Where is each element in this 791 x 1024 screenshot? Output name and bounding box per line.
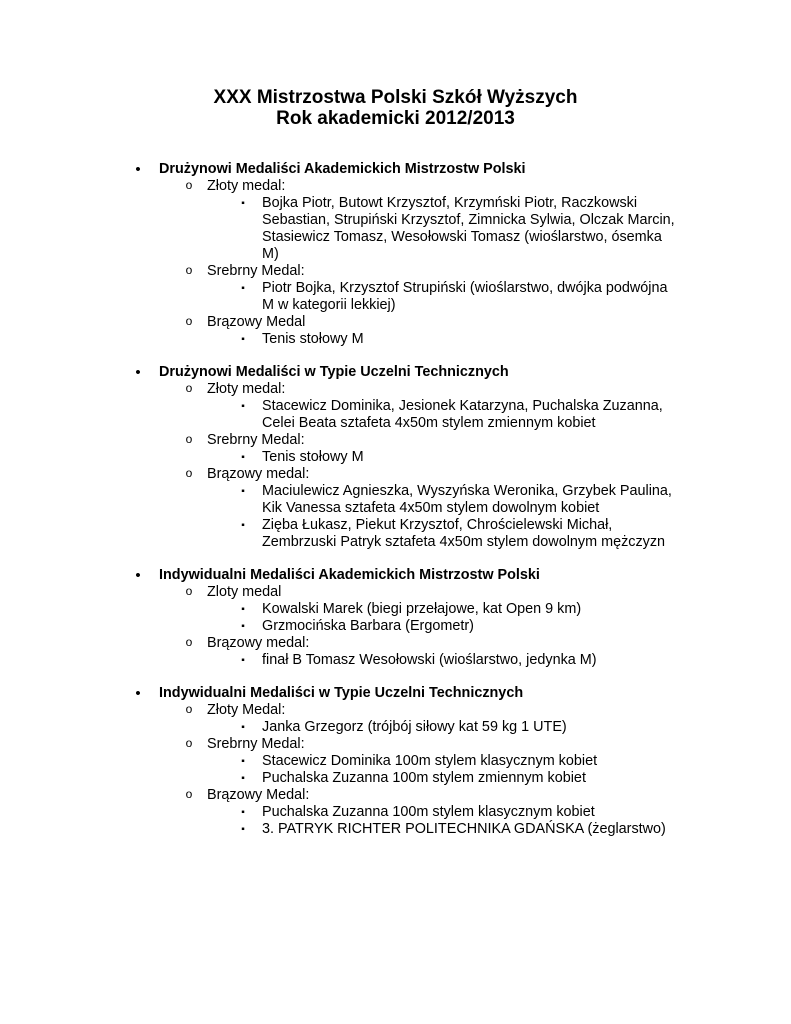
list-item [0,398,791,432]
bullet-square-icon: ▪ [241,452,245,463]
medal-category [0,466,791,483]
section-heading [0,364,791,381]
medalists-list [0,161,791,854]
medal-label: Złoty medal: [207,178,286,194]
list-item [0,753,791,770]
medal-entries [0,449,791,466]
medal-label: Złoty medal: [207,381,286,397]
medal-entries [0,753,791,787]
bullet-circle-icon: o [185,314,193,328]
entry-text: Kowalski Marek (biegi przełajowe, kat Open 9 km) [262,601,582,617]
entry-text: Puchalska Zuzanna 100m stylem zmiennym kobiet [262,770,586,786]
entry-text: Stacewicz Dominika 100m stylem klasycznym kobiet [262,753,598,769]
list-item [0,601,791,618]
bullet-disc-icon: • [135,161,141,178]
entry-text: Janka Grzegorz (trójbój siłowy kat 59 kg 1 UTE) [262,719,567,735]
bullet-square-icon: ▪ [241,773,245,784]
bullet-square-icon: ▪ [241,807,245,818]
section [0,161,791,348]
list-item [0,280,791,314]
bullet-circle-icon: o [185,381,193,395]
section-heading-text: Drużynowi Medaliści w Typie Uczelni Technicznych [159,364,509,380]
medal-category [0,432,791,449]
bullet-square-icon: ▪ [241,283,245,294]
medal-entries [0,483,791,551]
list-item [0,483,791,517]
bullet-circle-icon: o [185,178,193,192]
medal-category [0,314,791,331]
list-item [0,195,791,263]
medal-label: Srebrny Medal: [207,432,305,448]
medal-entries [0,280,791,314]
list-item [0,618,791,635]
list-item [0,770,791,787]
document-subtitle: Rok akademicki 2012/2013 [276,108,515,129]
entry-text: Piotr Bojka, Krzysztof Strupiński (wioślarstwo, dwójka podwójna M w kategorii lekkiej) [262,280,668,313]
bullet-circle-icon: o [185,432,193,446]
list-item [0,652,791,669]
bullet-circle-icon: o [185,584,193,598]
section-heading-text: Drużynowi Medaliści Akademickich Mistrzostw Polski [159,161,526,177]
bullet-square-icon: ▪ [241,401,245,412]
list-item [0,331,791,348]
bullet-square-icon: ▪ [241,334,245,345]
medal-entries [0,601,791,635]
list-item [0,821,791,838]
entry-text: Tenis stołowy M [262,331,364,347]
medal-label: Srebrny Medal: [207,263,305,279]
section-heading [0,161,791,178]
medal-category [0,584,791,601]
bullet-square-icon: ▪ [241,604,245,615]
entry-text: finał B Tomasz Wesołowski (wioślarstwo, jedynka M) [262,652,597,668]
entry-text: Puchalska Zuzanna 100m stylem klasycznym kobiet [262,804,595,820]
medal-label: Zloty medal [207,584,282,600]
entry-text: Stacewicz Dominika, Jesionek Katarzyna, Puchalska Zuzanna, Celei Beata sztafeta 4x50m stylem zmiennym kobiet [262,398,663,431]
bullet-circle-icon: o [185,466,193,480]
list-item [0,449,791,466]
bullet-square-icon: ▪ [241,486,245,497]
bullet-circle-icon: o [185,736,193,750]
section-heading [0,685,791,702]
medal-category [0,787,791,804]
section [0,364,791,551]
section-heading-text: Indywidualni Medaliści Akademickich Mistrzostw Polski [159,567,540,583]
medal-label: Srebrny Medal: [207,736,305,752]
bullet-disc-icon: • [135,685,141,702]
medal-label: Brązowy medal: [207,635,310,651]
bullet-circle-icon: o [185,787,193,801]
section-heading-text: Indywidualni Medaliści w Typie Uczelni Technicznych [159,685,524,701]
medal-label: Brązowy medal: [207,466,310,482]
medal-category [0,702,791,719]
bullet-circle-icon: o [185,635,193,649]
entry-text: Zięba Łukasz, Piekut Krzysztof, Chrościelewski Michał, Zembrzuski Patryk sztafeta 4x50m stylem dowolnym mężczyzn [262,517,666,550]
medal-entries [0,398,791,432]
medal-entries [0,804,791,838]
entry-text: Bojka Piotr, Butowt Krzysztof, Krzymński Piotr, Raczkowski Sebastian, Strupiński Krzysztof, Zimnicka Sylwia, Olczak Marcin, Stasiewicz Tomasz, Wesołowski Tomasz (wioślarstwo, ósemka M) [262,195,675,262]
bullet-disc-icon: • [135,567,141,584]
medal-category [0,263,791,280]
bullet-disc-icon: • [135,364,141,381]
bullet-circle-icon: o [185,702,193,716]
medal-category [0,635,791,652]
bullet-circle-icon: o [185,263,193,277]
bullet-square-icon: ▪ [241,520,245,531]
bullet-square-icon: ▪ [241,722,245,733]
bullet-square-icon: ▪ [241,824,245,835]
entry-text: Grzmocińska Barbara (Ergometr) [262,618,474,634]
medal-entries [0,652,791,669]
medal-category [0,736,791,753]
bullet-square-icon: ▪ [241,756,245,767]
medal-label: Brązowy Medal [207,314,306,330]
medal-entries [0,331,791,348]
list-item [0,517,791,551]
medal-entries [0,195,791,263]
list-item [0,804,791,821]
entry-text: 3. PATRYK RICHTER POLITECHNIKA GDAŃSKA (żeglarstwo) [262,821,666,837]
entry-text: Tenis stołowy M [262,449,364,465]
medal-entries [0,719,791,736]
section [0,567,791,669]
medal-category [0,178,791,195]
document-title: XXX Mistrzostwa Polski Szkół Wyższych [213,87,578,108]
bullet-square-icon: ▪ [241,655,245,666]
entry-text: Maciulewicz Agnieszka, Wyszyńska Weronika, Grzybek Paulina, Kik Vanessa sztafeta 4x50m stylem dowolnym kobiet [262,483,672,516]
medal-category [0,381,791,398]
medal-label: Brązowy Medal: [207,787,310,803]
section-heading [0,567,791,584]
list-item [0,719,791,736]
section [0,685,791,838]
medal-label: Złoty Medal: [207,702,286,718]
bullet-square-icon: ▪ [241,621,245,632]
bullet-square-icon: ▪ [241,198,245,209]
